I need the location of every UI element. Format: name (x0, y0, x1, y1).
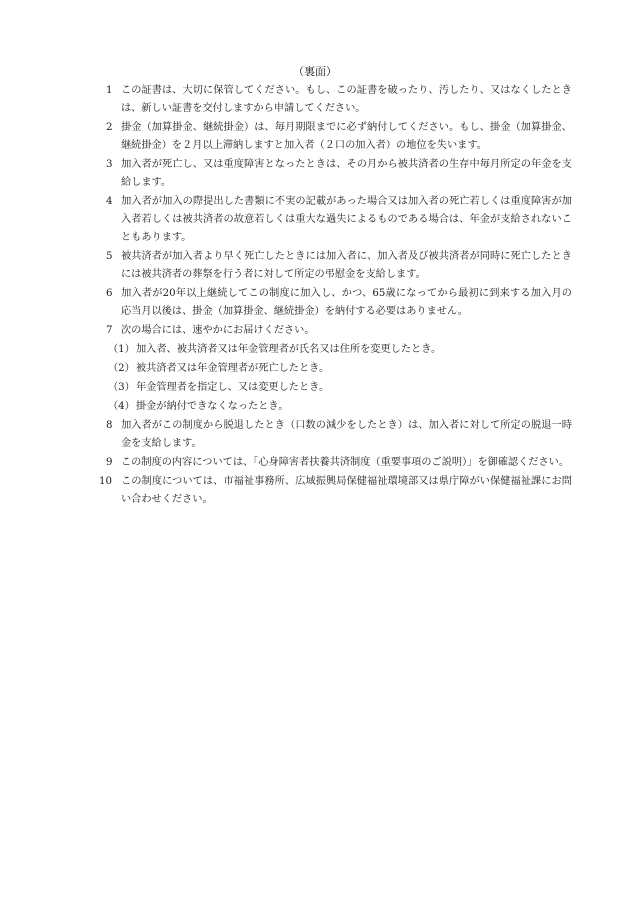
item-text: この証書は、大切に保管してください。もし、この証書を破ったり、汚したり、又はなくしたときは、新しい証書を交付しますから申請してください。 (121, 85, 572, 114)
sub-item-number: （3） (108, 382, 135, 393)
page-title: （裏面） (293, 65, 337, 78)
item-text: 加入者が20年以上継続してこの制度に加入し、かつ、65歳になってから最初に到来する加入月の応当月以後は、掛金（加算掛金、継続掛金）を納付する必要はありません。 (121, 288, 572, 317)
list-item-2 (106, 119, 572, 155)
item-number: 5 (106, 251, 113, 262)
sub-item-4 (106, 398, 572, 416)
item-number: 7 (106, 325, 113, 336)
item-text: この制度の内容については、「心身障害者扶養共済制度（重要事項のご説明）」を御確認ください。 (121, 457, 570, 468)
sub-item-text: 掛金が納付できなくなったとき。 (136, 401, 289, 412)
item-number: 4 (106, 196, 113, 207)
list-item-8 (106, 417, 572, 453)
item-text: 掛金（加算掛金、継続掛金）は、毎月期限までに必ず納付してください。もし、掛金（加算掛金、継続掛金）を２月以上滞納しますと加入者（２口の加入者）の地位を失います。 (121, 122, 572, 151)
sub-item-1 (106, 341, 572, 359)
list-item-1 (106, 82, 572, 118)
list-item-9 (106, 454, 572, 472)
list-item-6 (106, 285, 572, 321)
sub-item-number: （2） (108, 363, 135, 374)
sub-item-3 (106, 379, 572, 397)
item-number: 6 (106, 288, 113, 299)
item-number: 1 (106, 85, 113, 96)
terms-list (99, 82, 572, 510)
item-number: 10 (99, 476, 112, 487)
item-text: この制度については、市福祉事務所、広域振興局保健福祉環境部又は県庁障がい保健福祉課にお問い合わせください。 (121, 476, 572, 505)
list-item-5 (106, 248, 572, 284)
item-text: 被共済者が加入者より早く死亡したときには加入者に、加入者及び被共済者が同時に死亡したときには被共済者の葬祭を行う者に対して所定の弔慰金を支給します。 (121, 251, 572, 280)
sub-item-text: 被共済者又は年金管理者が死亡したとき。 (136, 363, 330, 374)
sub-item-text: 加入者、被共済者又は年金管理者が氏名又は住所を変更したとき。 (136, 344, 442, 355)
item-number: 2 (106, 122, 113, 133)
item-text: 次の場合には、速やかにお届けください。 (121, 325, 315, 336)
item-number: 8 (106, 420, 113, 431)
list-item-7 (106, 322, 572, 340)
list-item-10 (99, 473, 572, 509)
item-text: 加入者が死亡し、又は重度障害となったときは、その月から被共済者の生存中毎月所定の年金を支給します。 (121, 159, 572, 188)
sub-item-text: 年金管理者を指定し、又は変更したとき。 (136, 382, 330, 393)
sub-item-2 (106, 360, 572, 378)
item-number: 9 (106, 457, 113, 468)
list-item-3 (106, 156, 572, 192)
sub-item-number: （1） (108, 344, 135, 355)
item-text: 加入者がこの制度から脱退したとき（口数の減少をしたとき）は、加入者に対して所定の脱退一時金を支給します。 (121, 420, 572, 449)
list-item-4 (106, 193, 572, 247)
sub-item-number: （4） (108, 401, 135, 412)
item-number: 3 (106, 159, 113, 170)
item-text: 加入者が加入の際提出した書類に不実の記載があった場合又は加入者の死亡若しくは重度障害が加入者若しくは被共済者の故意若しくは重大な過失によるものである場合は、年金が支給されないこともあります。 (121, 196, 572, 243)
